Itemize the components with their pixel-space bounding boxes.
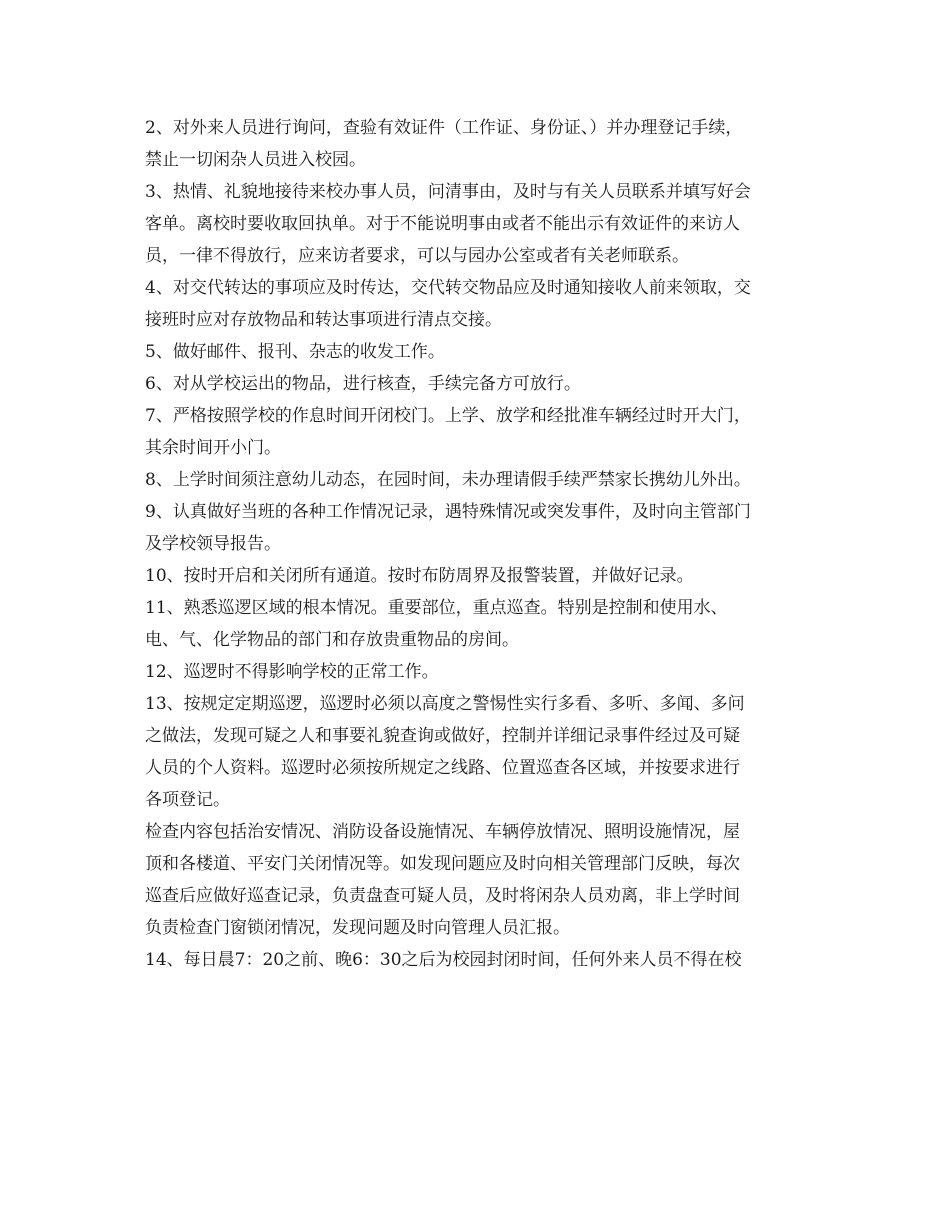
text-line: 14、每日晨7：20之前、晚6：30之后为校园封闭时间，任何外来人员不得在校 (145, 950, 742, 970)
text-line: 顶和各楼道、平安门关闭情况等。如发现问题应及时向相关管理部门反映，每次 (145, 854, 740, 874)
paragraph (145, 336, 815, 368)
text-line: 禁止一切闲杂人员进入校园。 (145, 150, 366, 170)
paragraph (145, 816, 815, 944)
paragraph (145, 464, 815, 496)
text-line: 2、对外来人员进行询问，查验有效证件（工作证、身份证、）并办理登记手续， (145, 118, 743, 138)
text-line: 4、对交代转达的事项应及时传达，交代转交物品应及时通知接收人前来领取，交 (145, 278, 751, 298)
text-line: 7、严格按照学校的作息时间开闭校门。上学、放学和经批准车辆经过时开大门， (145, 406, 751, 426)
text-line: 接班时应对存放物品和转达事项进行清点交接。 (145, 310, 502, 330)
text-line: 11、熟悉巡逻区域的根本情况。重要部位，重点巡查。特别是控制和使用水、 (145, 598, 728, 618)
paragraph (145, 688, 815, 816)
text-line: 9、认真做好当班的各种工作情况记录，遇特殊情况或突发事件，及时向主管部门 (145, 502, 751, 522)
paragraph (145, 176, 815, 272)
text-line: 员，一律不得放行，应来访者要求，可以与园办公室或者有关老师联系。 (145, 246, 689, 266)
document-body (145, 112, 815, 976)
text-line: 人员的个人资料。巡逻时必须按所规定之线路、位置巡查各区域，并按要求进行 (145, 758, 740, 778)
paragraph (145, 272, 815, 336)
text-line: 负责检查门窗锁闭情况，发现问题及时向管理人员汇报。 (145, 918, 570, 938)
paragraph (145, 400, 815, 464)
paragraph (145, 368, 815, 400)
paragraph (145, 496, 815, 560)
text-line: 6、对从学校运出的物品，进行核查，手续完备方可放行。 (145, 374, 581, 394)
text-line: 检查内容包括治安情况、消防设备设施情况、车辆停放情况、照明设施情况，屋 (145, 822, 740, 842)
text-line: 巡查后应做好巡查记录，负责盘查可疑人员，及时将闲杂人员劝离，非上学时间 (145, 886, 740, 906)
paragraph (145, 112, 815, 176)
text-line: 13、按规定定期巡逻，巡逻时必须以高度之警惕性实行多看、多听、多闻、多问 (145, 694, 745, 714)
text-line: 之做法，发现可疑之人和事要礼貌查询或做好，控制并详细记录事件经过及可疑 (145, 726, 740, 746)
paragraph (145, 944, 815, 976)
text-line: 8、上学时间须注意幼儿动态，在园时间，未办理请假手续严禁家长携幼儿外出。 (145, 470, 751, 490)
text-line: 客单。离校时要收取回执单。对于不能说明事由或者不能出示有效证件的来访人 (145, 214, 740, 234)
text-line: 12、巡逻时不得影响学校的正常工作。 (145, 662, 439, 682)
paragraph (145, 656, 815, 688)
text-line: 电、气、化学物品的部门和存放贵重物品的房间。 (145, 630, 519, 650)
text-line: 10、按时开启和关闭所有通道。按时布防周界及报警装置，并做好记录。 (145, 566, 694, 586)
text-line: 5、做好邮件、报刊、杂志的收发工作。 (145, 342, 445, 362)
text-line: 各项登记。 (145, 790, 230, 810)
paragraph (145, 560, 815, 592)
paragraph (145, 592, 815, 656)
text-line: 3、热情、礼貌地接待来校办事人员，问清事由，及时与有关人员联系并填写好会 (145, 182, 751, 202)
text-line: 及学校领导报告。 (145, 534, 281, 554)
text-line: 其余时间开小门。 (145, 438, 281, 458)
